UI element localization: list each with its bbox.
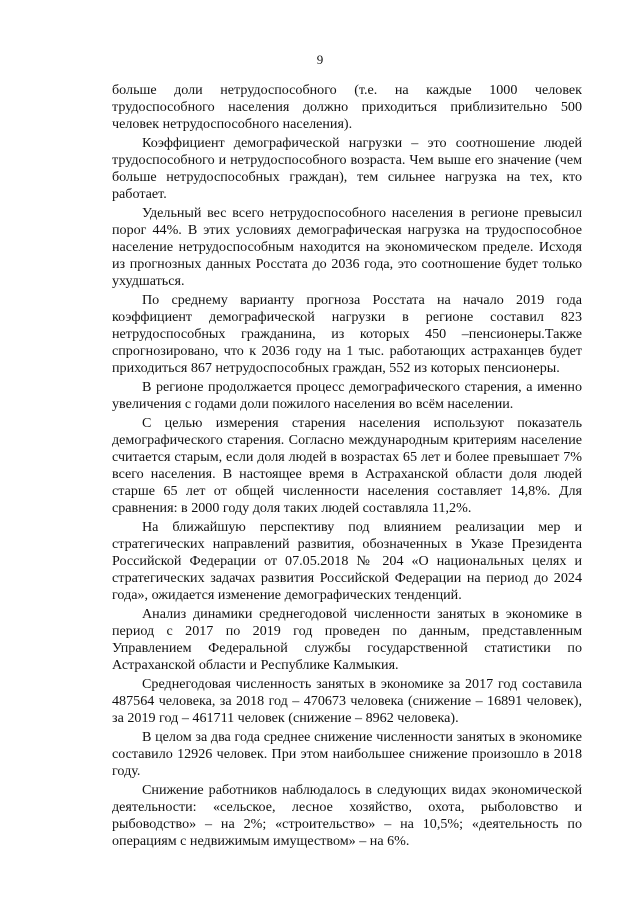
paragraph-8: Анализ динамики среднегодовой численности занятых в экономике в период с 2017 по 2019 год проведен по данным, представленным Управлением Федеральной службы государственной статистики по Астраханской области и Республике Калмыкия. xyxy=(112,606,582,673)
paragraph-6: С целью измерения старения населения используют показатель демографического старения. Согласно международным критериям население считается старым, если доля людей в возрастах 65 лет и более превышает 7% всего населения. В настоящее время в Астраханской области доля людей старше 65 лет от общей численности населения составляет 14,8%. Для сравнения: в 2000 году доля таких людей составляла 11,2%. xyxy=(112,415,582,516)
paragraph-11: Снижение работников наблюдалось в следующих видах экономической деятельности: «сельское, лесное хозяйство, охота, рыболовство и рыбоводство» – на 2%; «строительство» – на 10,5%; «деятельность по операциям с недвижимым имуществом» – на 6%. xyxy=(112,782,582,849)
paragraph-10: В целом за два года среднее снижение численности занятых в экономике составило 12926 человек. При этом наибольшее снижение произошло в 2018 году. xyxy=(112,729,582,779)
paragraph-2: Коэффициент демографической нагрузки – это соотношение людей трудоспособного и нетрудоспособного возраста. Чем выше его значение (чем больше нетрудоспособных граждан), тем сильнее нагрузка на тех, кто работает. xyxy=(112,135,582,202)
paragraph-3: Удельный вес всего нетрудоспособного населения в регионе превысил порог 44%. В этих условиях демографическая нагрузка на трудоспособное население нетрудоспособным находится на экономическом пределе. Исходя из прогнозных данных Росстата до 2036 года, это соотношение будет только ухудшаться. xyxy=(112,205,582,289)
paragraph-1: больше доли нетрудоспособного (т.е. на каждые 1000 человек трудоспособного населения должно приходиться приблизительно 500 человек нетрудоспособного населения). xyxy=(112,82,582,132)
paragraph-9: Среднегодовая численность занятых в экономике за 2017 год составила 487564 человека, за 2018 год – 470673 человека (снижение – 16891 человек), за 2019 год – 461711 человек (снижение – 8962 человека). xyxy=(112,676,582,726)
page-number: 9 xyxy=(316,52,324,67)
document-body xyxy=(112,82,582,852)
paragraph-7: На ближайшую перспективу под влиянием реализации мер и стратегических направлений развития, обозначенных в Указе Президента Российской Федерации от 07.05.2018 № 204 «О национальных целях и стратегических задачах развития Российской Федерации на период до 2024 года», ожидается изменение демографических тенденций. xyxy=(112,519,582,603)
paragraph-5: В регионе продолжается процесс демографического старения, а именно увеличения с годами доли пожилого населения во всём населении. xyxy=(112,379,582,412)
paragraph-4: По среднему варианту прогноза Росстата на начало 2019 года коэффициент демографической нагрузки в регионе составил 823 нетрудоспособных гражданина, из которых 450 –пенсионеры.Также спрогнозировано, что к 2036 году на 1 тыс. работающих астраханцев будет приходиться 867 нетрудоспособных граждан, 552 из которых пенсионеры. xyxy=(112,292,582,376)
